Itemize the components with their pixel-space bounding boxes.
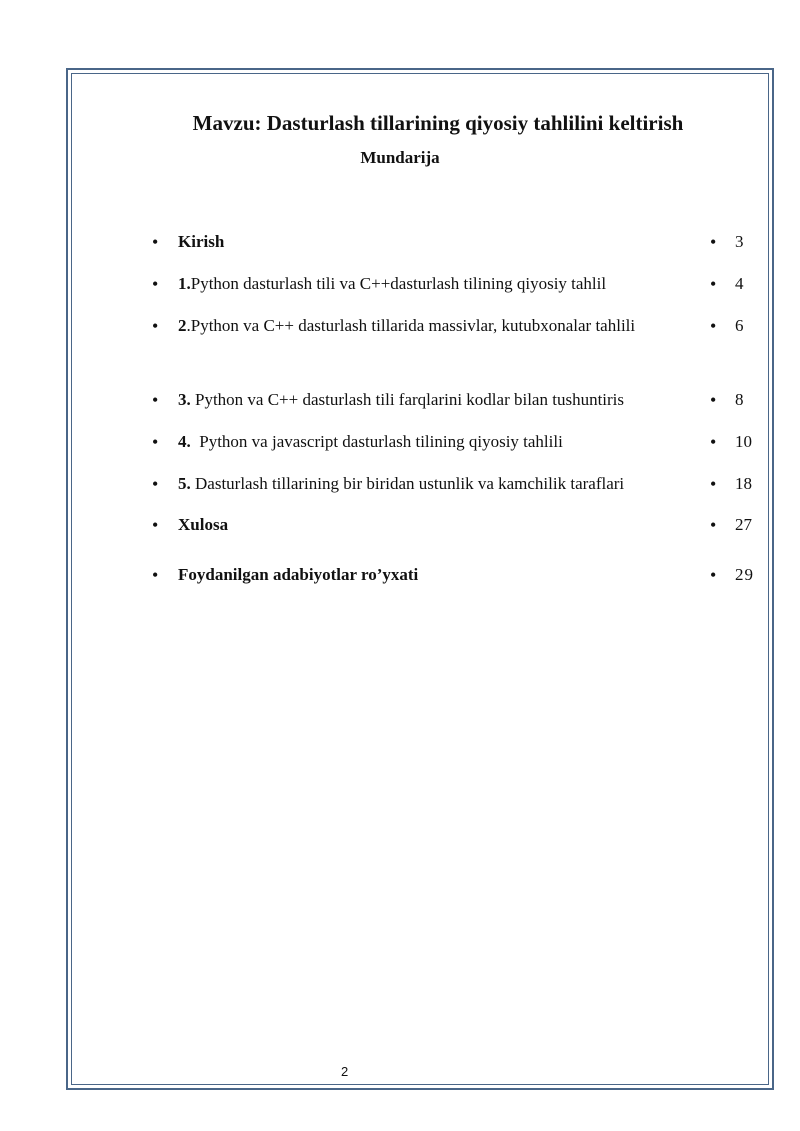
toc-item-number: 5. — [178, 474, 191, 493]
toc-item-page: 10 — [735, 432, 752, 451]
bullet-icon: • — [710, 232, 717, 252]
toc-item-label: Kirish — [178, 232, 225, 251]
toc-item-page: 8 — [735, 390, 744, 409]
toc-item-label — [178, 310, 672, 342]
toc-item-page: 18 — [735, 474, 752, 493]
bullet-icon: • — [152, 232, 159, 252]
bullet-icon: • — [152, 474, 159, 494]
toc-item-label: Foydanilgan adabiyotlar ro’yxati — [178, 565, 419, 584]
toc-item-page: 27 — [735, 515, 752, 534]
bullet-icon: • — [710, 316, 717, 336]
page-number: 2 — [341, 1064, 349, 1079]
toc-item-page: 29 — [735, 565, 754, 584]
bullet-icon: • — [710, 432, 717, 452]
toc-item-page: 6 — [735, 316, 744, 335]
bullet-icon: • — [152, 432, 159, 452]
bullet-icon: • — [710, 274, 717, 294]
bullet-icon: • — [710, 565, 717, 585]
toc-item-page: 4 — [735, 274, 744, 293]
toc-item-page: 3 — [735, 232, 744, 251]
bullet-icon: • — [152, 515, 159, 535]
toc-item-number: 2 — [178, 316, 187, 335]
toc-item-title: .Python va C++ dasturlash tillarida massivlar, kutubxonalar tahlili — [186, 316, 636, 335]
toc-item-label: Xulosa — [178, 515, 229, 534]
bullet-icon: • — [710, 474, 717, 494]
toc-item-label — [178, 268, 672, 300]
toc-item-title: Python va javascript dasturlash tilining qiyosiy tahlili — [190, 432, 563, 451]
bullet-icon: • — [152, 565, 159, 585]
toc-item-label — [178, 384, 672, 416]
toc-item-number: 1. — [178, 274, 191, 293]
document-title: Mavzu: Dasturlash tillarining qiyosiy tahlilini keltirish — [192, 111, 684, 135]
toc-item-title: Python va C++ dasturlash tili farqlarini kodlar bilan tushuntiris — [190, 390, 625, 409]
contents-heading: Mundarija — [360, 148, 440, 167]
toc-item-number: 3. — [178, 390, 191, 409]
toc-item-label — [178, 468, 672, 500]
toc-item-title: Dasturlash tillarining bir biridan ustunlik va kamchilik taraflari — [190, 474, 625, 493]
toc-item-label — [178, 426, 672, 458]
bullet-icon: • — [710, 515, 717, 535]
bullet-icon: • — [152, 274, 159, 294]
toc-item-number: 4. — [178, 432, 191, 451]
toc-item-title: Python dasturlash tili va C++dasturlash tilining qiyosiy tahlil — [190, 274, 607, 293]
bullet-icon: • — [152, 316, 159, 336]
bullet-icon: • — [152, 390, 159, 410]
bullet-icon: • — [710, 390, 717, 410]
